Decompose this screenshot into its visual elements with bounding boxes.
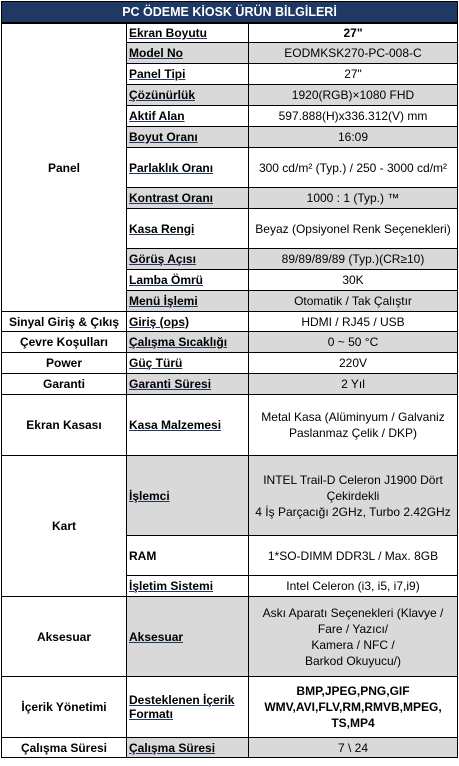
spec-value: 27" xyxy=(249,64,458,85)
spec-value: EODMKSK270-PC-008-C xyxy=(249,43,458,64)
spec-key: Kasa Malzemesi xyxy=(127,395,249,456)
spec-table xyxy=(1,23,458,758)
category-board: Kart xyxy=(2,456,127,597)
spec-key: Güç Türü xyxy=(127,353,249,374)
spec-key: Çalışma Süresi xyxy=(127,738,249,758)
spec-key: Lamba Ömrü xyxy=(127,270,249,291)
spec-key: Çözünürlük xyxy=(127,85,249,106)
spec-sheet xyxy=(1,1,458,758)
table-row xyxy=(2,374,458,395)
table-row xyxy=(2,312,458,332)
spec-value: 7 \ 24 xyxy=(249,738,458,758)
spec-value: 16:09 xyxy=(249,127,458,148)
spec-value: 1*SO-DIMM DDR3L / Max. 8GB xyxy=(249,536,458,576)
sheet-title: PC ÖDEME KİOSK ÜRÜN BİLGİLERİ xyxy=(1,1,458,23)
category-panel: Panel xyxy=(2,24,127,312)
spec-value: 1920(RGB)×1080 FHD xyxy=(249,85,458,106)
spec-value: 27" xyxy=(249,24,458,43)
spec-key: Parlaklık Oranı xyxy=(127,148,249,188)
spec-value: INTEL Trail-D Celeron J1900 Dört Çekirdekli 4 İş Parçacığı 2GHz, Turbo 2.42GHz xyxy=(249,456,458,536)
category-accessory: Aksesuar xyxy=(2,597,127,677)
spec-key: İşlemci xyxy=(127,456,249,536)
spec-key: Aksesuar xyxy=(127,597,249,677)
spec-key: İşletim Sistemi xyxy=(127,576,249,597)
spec-key: Desteklenen İçerik Formatı xyxy=(127,677,249,738)
table-row xyxy=(2,24,458,43)
spec-value: BMP,JPEG,PNG,GIF WMV,AVI,FLV,RM,RMVB,MPEG, TS,MP4 xyxy=(249,677,458,738)
spec-key: Görüş Açısı xyxy=(127,249,249,270)
spec-key: Kontrast Oranı xyxy=(127,188,249,209)
spec-key: Çalışma Sıcaklığı xyxy=(127,332,249,353)
category-case: Ekran Kasası xyxy=(2,395,127,456)
table-row xyxy=(2,597,458,677)
spec-key: Garanti Süresi xyxy=(127,374,249,395)
spec-value: Intel Celeron (i3, i5, i7,i9) xyxy=(249,576,458,597)
spec-value: Askı Aparatı Seçenekleri (Klavye / Fare / Yazıcı/ Kamera / NFC / Barkod Okuyucu/) xyxy=(249,597,458,677)
spec-value: 0 ~ 50 °C xyxy=(249,332,458,353)
category-runtime: Çalışma Süresi xyxy=(2,738,127,758)
spec-key: Model No xyxy=(127,43,249,64)
spec-value: 89/89/89/89 (Typ.)(CR≥10) xyxy=(249,249,458,270)
table-row xyxy=(2,677,458,738)
table-row xyxy=(2,332,458,353)
spec-value: 1000 : 1 (Typ.) ™ xyxy=(249,188,458,209)
spec-value: 2 Yıl xyxy=(249,374,458,395)
spec-value: Otomatik / Tak Çalıştır xyxy=(249,291,458,312)
table-row xyxy=(2,395,458,456)
spec-value: 30K xyxy=(249,270,458,291)
category-power: Power xyxy=(2,353,127,374)
table-row xyxy=(2,738,458,758)
spec-value: 597.888(H)x336.312(V) mm xyxy=(249,106,458,127)
spec-key: RAM xyxy=(127,536,249,576)
spec-key: Boyut Oranı xyxy=(127,127,249,148)
spec-key: Aktif Alan xyxy=(127,106,249,127)
table-row xyxy=(2,353,458,374)
spec-key: Panel Tipi xyxy=(127,64,249,85)
category-env: Çevre Koşulları xyxy=(2,332,127,353)
spec-value: Metal Kasa (Alüminyum / Galvaniz Paslanmaz Çelik / DKP) xyxy=(249,395,458,456)
spec-value: Beyaz (Opsiyonel Renk Seçenekleri) xyxy=(249,209,458,249)
spec-value: 220V xyxy=(249,353,458,374)
spec-value: 300 cd/m² (Typ.) / 250 - 3000 cd/m² xyxy=(249,148,458,188)
spec-key: Kasa Rengi xyxy=(127,209,249,249)
category-io: Sinyal Giriş & Çıkış xyxy=(2,312,127,332)
spec-value: HDMI / RJ45 / USB xyxy=(249,312,458,332)
spec-key: Giriş (ops) xyxy=(127,312,249,332)
table-row xyxy=(2,456,458,536)
spec-key: Menü İşlemi xyxy=(127,291,249,312)
category-warranty: Garanti xyxy=(2,374,127,395)
spec-key: Ekran Boyutu xyxy=(127,24,249,43)
category-content: İçerik Yönetimi xyxy=(2,677,127,738)
